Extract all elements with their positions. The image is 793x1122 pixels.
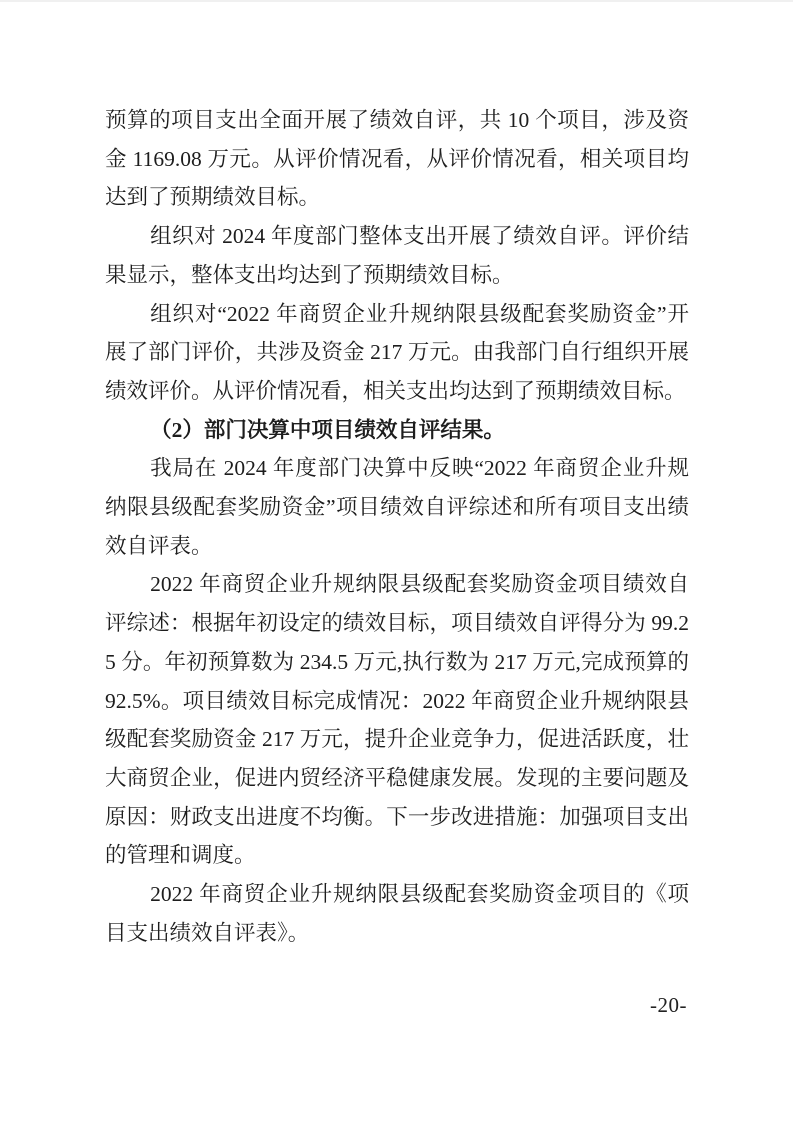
paragraph-self-evaluation-summary: 2022 年商贸企业升规纳限县级配套奖励资金项目绩效自评综述：根据年初设定的绩效目标，项目绩效自评得分为 99.25 分。年初预算数为 234.5 万元,执行数为 217 万元,完成预算的 92.5%。项目绩效目标完成情况：2022 年商贸企业升规纳限县级配套奖励资金 217 万元，提升企业竞争力，促进活跃度，壮大商贸企业，促进内贸经济平稳健康发展。发现的主要问题及原因：财政支出进度不均衡。下一步改进措施：加强项目支出的管理和调度。 bbox=[105, 572, 689, 868]
section-heading-project-self-evaluation-results: （2）部门决算中项目绩效自评结果。 bbox=[150, 417, 505, 442]
document-body bbox=[105, 101, 689, 952]
page-number: -20- bbox=[650, 993, 687, 1017]
paragraph-department-evaluation: 组织对“2022 年商贸企业升规纳限县级配套奖励资金”开展了部门评价，共涉及资金 217 万元。由我部门自行组织开展绩效评价。从评价情况看，相关支出均达到了预期绩效目标。 bbox=[105, 301, 689, 403]
paragraph-overall-expenditure-evaluation: 组织对 2024 年度部门整体支出开展了绩效自评。评价结果显示，整体支出均达到了预期绩效目标。 bbox=[105, 224, 689, 287]
paragraph-budget-self-evaluation: 预算的项目支出全面开展了绩效自评，共 10 个项目，涉及资金 1169.08 万元。从评价情况看，从评价情况看，相关项目均达到了预期绩效目标。 bbox=[105, 108, 689, 210]
paragraph-final-accounts-reflection: 我局在 2024 年度部门决算中反映“2022 年商贸企业升规纳限县级配套奖励资金”项目绩效自评综述和所有项目支出绩效自评表。 bbox=[105, 456, 689, 558]
paragraph-self-evaluation-table-reference: 2022 年商贸企业升规纳限县级配套奖励资金项目的《项目支出绩效自评表》。 bbox=[105, 882, 689, 945]
